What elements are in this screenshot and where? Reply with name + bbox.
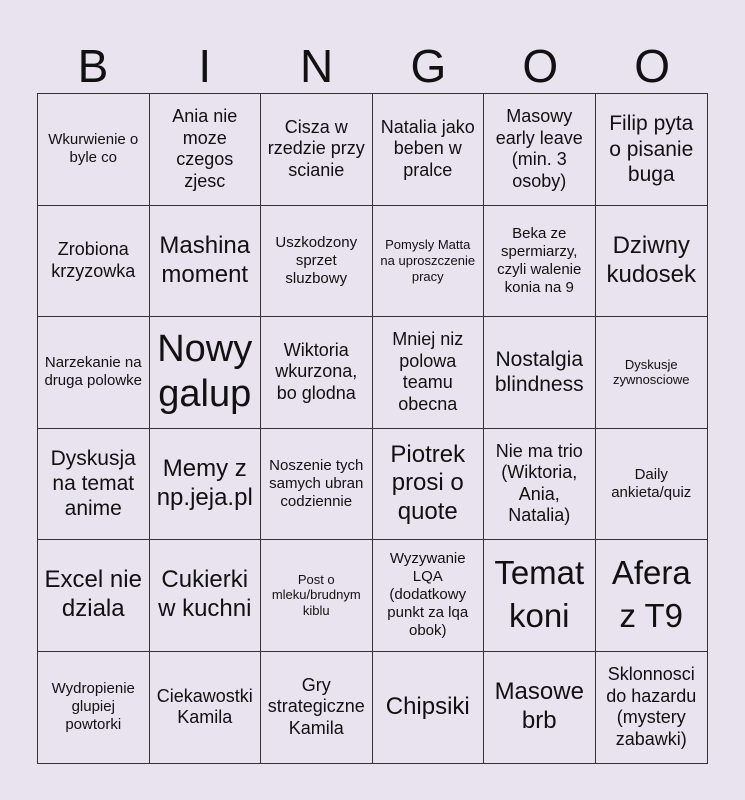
bingo-cell[interactable]: Chipsiki xyxy=(373,652,485,764)
bingo-board xyxy=(37,93,708,764)
bingo-cell[interactable]: Nowy galup xyxy=(150,317,262,429)
bingo-cell[interactable]: Daily ankieta/quiz xyxy=(596,429,708,541)
bingo-cell[interactable]: Noszenie tych samych ubran codziennie xyxy=(261,429,373,541)
bingo-cell[interactable]: Mashina moment xyxy=(150,206,262,318)
bingo-cell[interactable]: Cisza w rzedzie przy scianie xyxy=(261,94,373,206)
bingo-cell[interactable]: Ania nie moze czegos zjesc xyxy=(150,94,262,206)
bingo-cell[interactable]: Masowe brb xyxy=(484,652,596,764)
bingo-cell[interactable]: Post o mleku/brudnym kiblu xyxy=(261,540,373,652)
bingo-cell[interactable]: Sklonnosci do hazardu (mystery zabawki) xyxy=(606,664,697,749)
bingo-cell[interactable]: Wyzywanie LQA (dodatkowy punkt za lqa obok) xyxy=(373,540,485,652)
bingo-cell[interactable]: Excel nie dziala xyxy=(38,540,150,652)
bingo-cell[interactable]: Piotrek prosi o quote xyxy=(373,429,485,541)
bingo-cell[interactable]: Nie ma trio (Wiktoria, Ania, Natalia) xyxy=(484,429,596,541)
bingo-cell[interactable]: Uszkodzony sprzet sluzbowy xyxy=(261,206,373,318)
bingo-cell[interactable]: Natalia jako beben w pralce xyxy=(373,94,485,206)
bingo-cell[interactable]: Wkurwienie o byle co xyxy=(38,94,150,206)
bingo-cell[interactable]: Dyskusja na temat anime xyxy=(38,429,150,541)
bingo-cell[interactable]: Mniej niz polowa teamu obecna xyxy=(373,317,485,429)
bingo-cell[interactable]: Gry strategiczne Kamila xyxy=(261,652,373,764)
bingo-cell[interactable]: Cukierki w kuchni xyxy=(150,540,262,652)
bingo-cell[interactable]: Temat koni xyxy=(484,540,596,652)
header-letter-n: N xyxy=(299,40,334,92)
bingo-cell[interactable]: Filip pyta o pisanie buga xyxy=(596,94,708,206)
header-letter-o: O xyxy=(522,40,559,92)
bingo-cell[interactable]: Dziwny kudosek xyxy=(596,206,708,318)
bingo-cell[interactable]: Afera z T9 xyxy=(596,540,708,652)
bingo-header xyxy=(37,38,708,94)
bingo-cell[interactable]: Narzekanie na druga polowke xyxy=(38,317,150,429)
header-letter-i: I xyxy=(198,40,212,92)
header-letter-b: B xyxy=(77,40,109,92)
header-letter-g: G xyxy=(410,40,447,92)
bingo-cell[interactable]: Dyskusje zywnosciowe xyxy=(596,317,708,429)
bingo-cell[interactable]: Masowy early leave (min. 3 osoby) xyxy=(484,94,596,206)
bingo-cell[interactable]: Zrobiona krzyzowka xyxy=(38,206,150,318)
bingo-cell[interactable]: Memy z np.jeja.pl xyxy=(150,429,262,541)
bingo-cell[interactable]: Pomysly Matta na uproszczenie pracy xyxy=(373,206,485,318)
bingo-cell[interactable]: Wydropienie glupiej powtorki xyxy=(38,652,150,764)
header-letter-o-2: O xyxy=(634,40,670,92)
bingo-cell[interactable]: Ciekawostki Kamila xyxy=(150,652,262,764)
bingo-cell[interactable]: Wiktoria wkurzona, bo glodna xyxy=(261,317,373,429)
bingo-cell[interactable]: Beka ze spermiarzy, czyli walenie konia na 9 xyxy=(484,206,596,318)
bingo-cell[interactable]: Nostalgia blindness xyxy=(484,317,596,429)
